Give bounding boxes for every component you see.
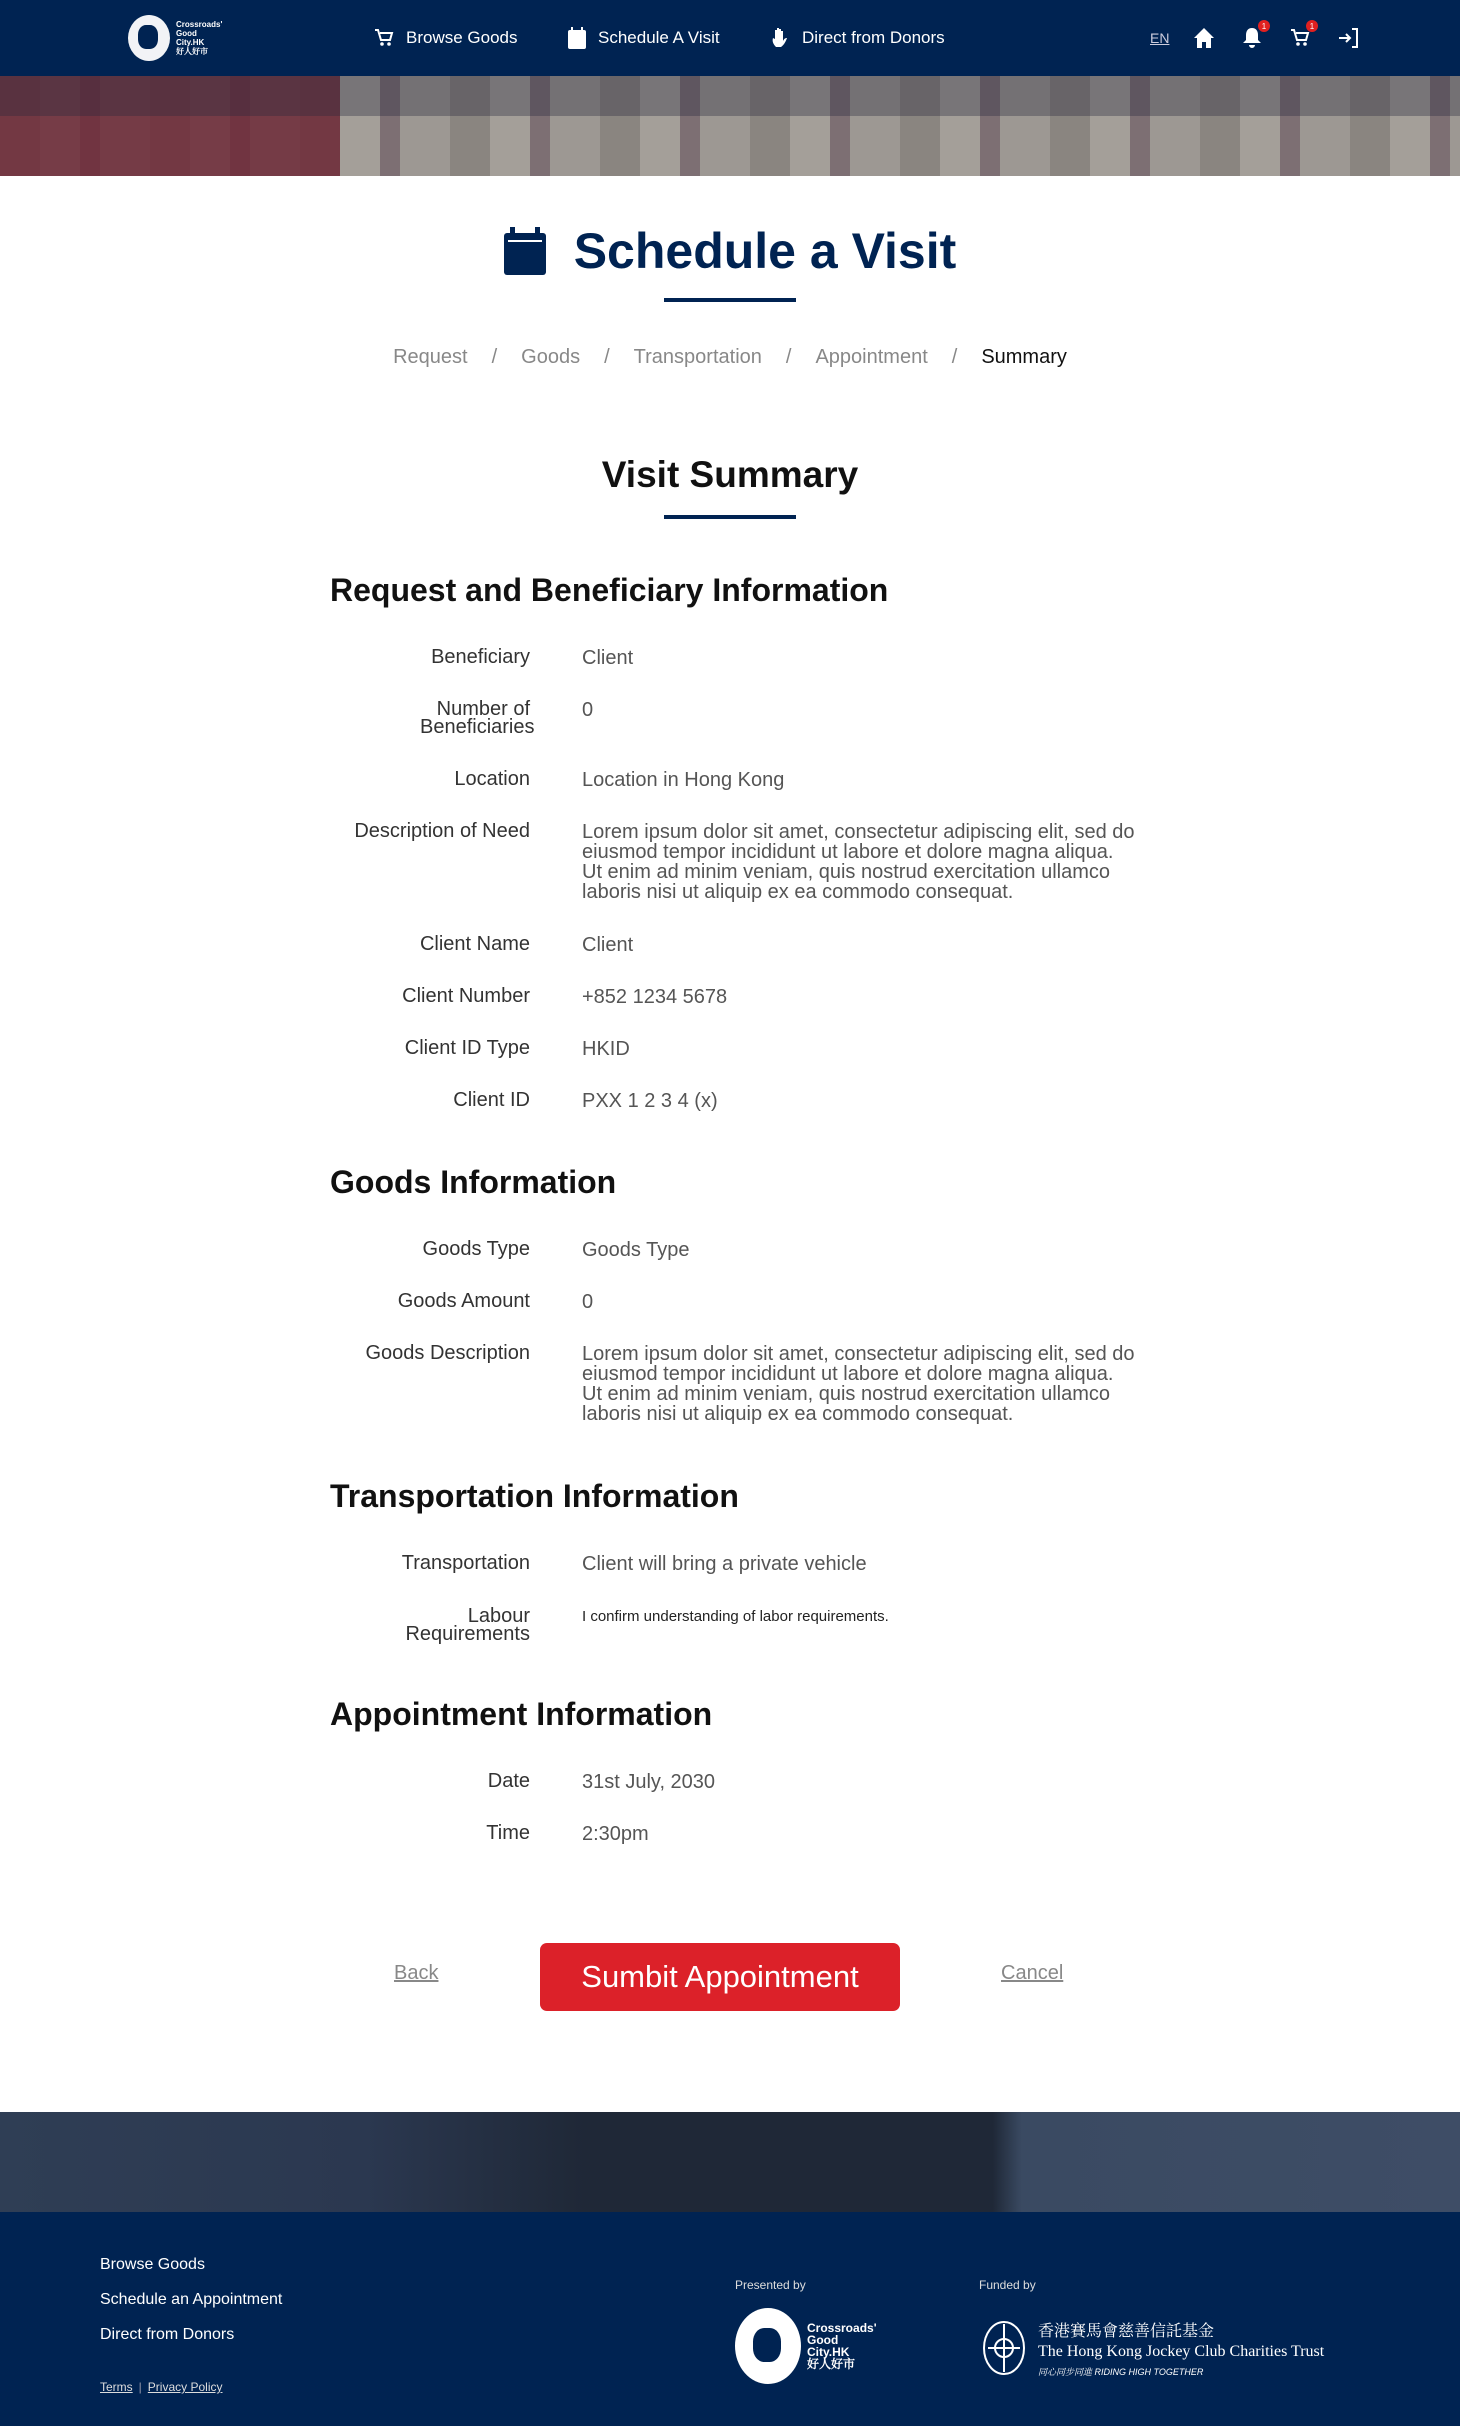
language-switch[interactable] [1150,24,1169,52]
summary-row [300,1039,1160,1059]
nav-browse-goods[interactable] [374,0,518,76]
cart-button[interactable] [1288,21,1315,52]
breadcrumb-appointment[interactable]: Appointment [815,346,928,368]
logo-line: Crossroads' [807,2321,877,2335]
summary-row [300,1091,1160,1111]
title-underline [664,298,796,302]
logo-mark [735,2308,801,2384]
nav-label: Schedule A Visit [598,28,720,47]
row-label: Client Name [419,933,530,955]
footer-link-schedule[interactable]: Schedule an Appointment [100,2291,283,2308]
breadcrumb-separator: / [951,346,958,368]
logo-line: City.HK [807,2345,850,2359]
row-label: Date [487,1770,530,1792]
row-value: 31st July, 2030 [582,1771,716,1793]
summary-row [300,1292,1160,1312]
footer-banner-image [0,2112,1460,2212]
home-icon [1193,27,1215,49]
row-label: Goods Description [365,1342,530,1364]
summary-underline [664,515,796,519]
summary-row [300,1240,1160,1260]
row-value: Lorem ipsum dolor sit amet, consectetur adipiscing elit, sed do eiusmod tempor incididunt ut labore et dolore magna aliqua. Ut enim ad minim veniam, quis nostrud exercitation ullamco laboris nisi ut aliquip ex ea commodo consequat. [582,1343,1135,1425]
hkjc-emblem-icon [982,2320,1026,2376]
row-label: Time [486,1822,530,1844]
row-value: Client [582,934,634,956]
row-label: Location [454,768,530,790]
submit-appointment-button[interactable]: Sumbit Appointment [540,1943,900,2011]
top-navbar [0,0,1460,76]
nav-label: Browse Goods [406,28,518,47]
row-value: 2:30pm [582,1823,649,1845]
logo-line: City.HK [176,38,205,47]
section-heading-transportation: Transportation Information [330,1478,739,1514]
summary-row [300,822,1160,902]
goodcity-logo[interactable] [128,12,228,64]
row-label: Client ID [453,1089,530,1111]
logo-text [176,20,222,56]
breadcrumb-request[interactable]: Request [393,346,468,368]
row-label: Client ID Type [404,1037,530,1059]
notifications-button[interactable] [1240,21,1267,52]
logo-line: Crossroads' [176,20,223,29]
section-heading-appointment: Appointment Information [330,1696,713,1732]
footer [0,2212,1460,2426]
calendar-icon [504,227,546,275]
summary-row [300,648,1160,668]
breadcrumb-separator: / [491,346,498,368]
hkjc-charities-logo [982,2318,1324,2378]
breadcrumb-separator: / [785,346,792,368]
summary-row [300,1554,1160,1574]
summary-row [300,987,1160,1007]
row-label: Goods Type [422,1238,530,1260]
row-label: Number of Beneficiaries [420,698,535,738]
cart-badge: 1 [1306,20,1318,32]
row-label: Description of Need [354,820,530,842]
row-value: I confirm understanding of labor requirements. [582,1608,889,1625]
language-label: EN [1150,30,1170,46]
row-label: Goods Amount [397,1290,530,1312]
summary-row [300,1344,1160,1424]
row-value: Goods Type [582,1239,690,1261]
notification-badge: 1 [1258,20,1270,32]
page-title [0,222,1460,280]
summary-row [300,1824,1160,1844]
calendar-icon [568,27,586,49]
section-heading-goods: Goods Information [330,1164,617,1200]
cart-icon [374,28,394,48]
nav-label: Direct from Donors [802,28,945,47]
logo-line: 香港賽馬會慈善信託基金 [1038,2323,1215,2340]
breadcrumb-separator: / [604,346,610,368]
funded-by-label: Funded by [979,2278,1036,2292]
logo-line: 好人好市 [807,2357,856,2371]
row-value: Location in Hong Kong [582,769,785,791]
page-title-text: Schedule a Visit [573,223,957,279]
terms-link[interactable]: Terms [100,2380,133,2394]
back-link[interactable]: Back [394,1962,439,1984]
summary-title: Visit Summary [601,454,859,495]
login-button[interactable] [1336,24,1360,52]
summary-row [300,1607,1160,1643]
cart-icon [1290,28,1310,48]
row-value: PXX 1 2 3 4 (x) [582,1090,718,1112]
sign-in-icon [1337,27,1359,49]
logo-mark [128,15,170,61]
row-label: Beneficiary [431,646,530,668]
presented-by-label: Presented by [735,2278,806,2292]
logo-line: The Hong Kong Jockey Club Charities Trust [1038,2343,1325,2360]
home-button[interactable] [1192,24,1216,52]
breadcrumb [0,346,1460,369]
cancel-link[interactable]: Cancel [1001,1962,1064,1984]
breadcrumb-transportation[interactable]: Transportation [633,346,762,368]
row-value: 0 [582,1291,594,1313]
hand-icon [772,27,790,49]
breadcrumb-summary: Summary [981,346,1067,368]
nav-direct-from-donors[interactable] [772,0,945,76]
row-value: +852 1234 5678 [582,986,728,1008]
logo-line: 同心同步同進 RIDING HIGH TOGETHER [1038,2367,1204,2377]
summary-row [300,700,1160,736]
privacy-link[interactable]: Privacy Policy [147,2380,223,2394]
row-label: Labour Requirements [405,1605,530,1645]
row-value: Lorem ipsum dolor sit amet, consectetur adipiscing elit, sed do eiusmod tempor incididunt ut labore et dolore magna aliqua. Ut enim ad minim veniam, quis nostrud exercitation ullamco laboris nisi ut aliquip ex ea commodo consequat. [582,821,1135,903]
footer-link-direct-donors[interactable]: Direct from Donors [100,2326,235,2343]
divider: | [138,2380,142,2394]
row-value: HKID [582,1038,630,1060]
summary-row [300,1772,1160,1792]
row-value: Client [582,647,634,669]
summary-row [300,935,1160,955]
row-label: Client Number [402,985,530,1007]
hero-banner-image [0,76,1460,176]
nav-schedule-visit[interactable] [568,0,720,76]
row-label: Transportation [401,1552,530,1574]
logo-line: Good [176,29,197,38]
logo-line: Good [807,2333,839,2347]
summary-row [300,770,1160,790]
logo-line: 好人好市 [176,47,208,56]
row-value: 0 [582,699,594,721]
footer-link-browse-goods[interactable]: Browse Goods [100,2256,205,2273]
section-heading-request: Request and Beneficiary Information [330,572,889,608]
breadcrumb-goods[interactable]: Goods [521,346,581,368]
crossroads-logo [735,2308,877,2384]
row-value: Client will bring a private vehicle [582,1553,867,1575]
